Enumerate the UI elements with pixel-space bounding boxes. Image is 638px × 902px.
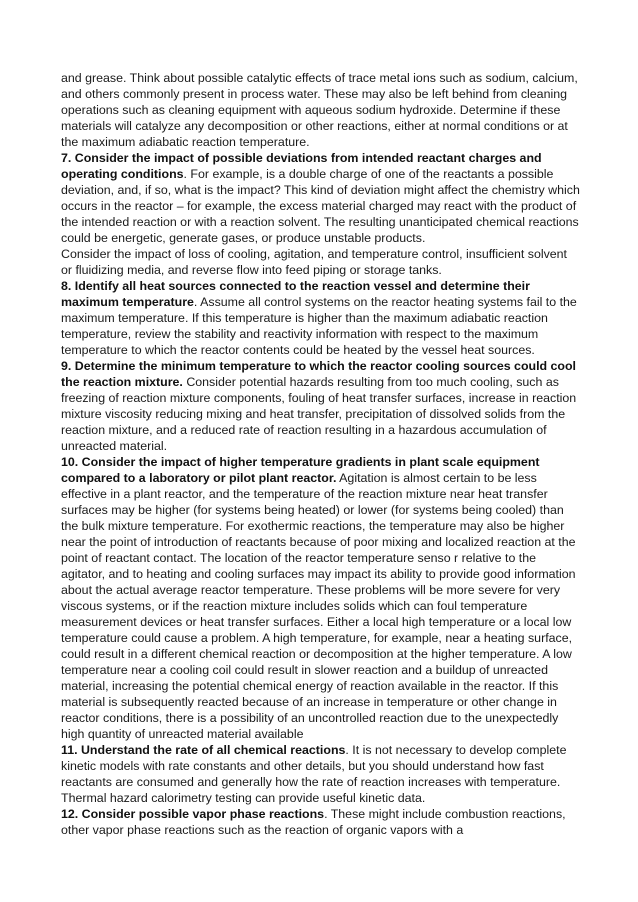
paragraph-heading: 10. Consider the impact of higher temperature gradients in plant scale equipment compared to a laboratory or pilot plant reactor. <box>61 455 540 485</box>
paragraph-item-11 <box>61 742 581 806</box>
document-body <box>61 70 581 838</box>
paragraph-heading: 11. Understand the rate of all chemical reactions <box>61 743 346 757</box>
paragraph-text: . For example, is a double charge of one of the reactants a possible deviation, and, if so, what is the impact? This kind of deviation might affect the chemistry which occurs in the reactor – for example, the excess material charged may react with the product of the intended reaction or with a reaction solvent. The resulting unanticipated chemical reactions could be energetic, generate gases, or produce unstable products. <box>61 167 580 245</box>
paragraph-text: and grease. Think about possible catalytic effects of trace metal ions such as sodium, calcium, and others commonly present in process water. These may also be left behind from cleaning operations such as cleaning equipment with aqueous sodium hydroxide. Determine if these materials will catalyze any decomposition or other reactions, either at normal conditions or at the maximum adiabatic reaction temperature. <box>61 71 578 149</box>
paragraph-text: Agitation is almost certain to be less effective in a plant reactor, and the temperature of the reaction mixture near heat transfer surfaces may be higher (for systems being heated) or lower (for systems being cooled) than the bulk mixture temperature. For exothermic reactions, the temperature may also be higher near the point of introduction of reactants because of poor mixing and localized reaction at the point of reactant contact. The location of the reactor temperature senso r relative to the agitator, and to heating and cooling surfaces may impact its ability to provide good information about the actual average reactor temperature. These problems will be more severe for very viscous systems, or if the reaction mixture includes solids which can foul temperature measurement devices or heat transfer surfaces. Either a local high temperature or a local low temperature could cause a problem. A high temperature, for example, near a heating surface, could result in a different chemical reaction or decomposition at the higher temperature. A low temperature near a cooling coil could result in slower reaction and a buildup of unreacted material, increasing the potential chemical energy of reaction available in the reactor. If this material is subsequently reacted because of an increase in temperature or other change in reactor conditions, there is a possibility of an uncontrolled reaction due to the unexpectedly high quantity of unreacted material available <box>61 471 576 741</box>
paragraph-item-12 <box>61 806 581 838</box>
paragraph-heading: 12. Consider possible vapor phase reactions <box>61 807 325 821</box>
paragraph-item-10 <box>61 454 581 742</box>
paragraph-heading: 7. Consider the impact of possible deviations from intended reactant charges and operating conditions <box>61 151 542 181</box>
paragraph-item-9 <box>61 358 581 454</box>
paragraph-heading: 9. Determine the minimum temperature to which the reactor cooling sources could cool the reaction mixture. <box>61 359 577 389</box>
paragraph-text: . It is not necessary to develop complete kinetic models with rate constants and other details, but you should understand how fast reactants are consumed and generally how the rate of reaction increases with temperature. Thermal hazard calorimetry testing can provide useful kinetic data. <box>61 743 567 805</box>
paragraph-item-8 <box>61 278 581 358</box>
paragraph-continuation <box>61 70 581 150</box>
paragraph-loss-of-control <box>61 246 581 278</box>
paragraph-text: . These might include combustion reactions, other vapor phase reactions such as the reaction of organic vapors with a <box>61 807 566 837</box>
paragraph-heading: 8. Identify all heat sources connected to the reaction vessel and determine their maximum temperature <box>61 279 530 309</box>
paragraph-text: . Assume all control systems on the reactor heating systems fail to the maximum temperature. If this temperature is higher than the maximum adiabatic reaction temperature, review the stability and reactivity information with respect to the maximum temperature to which the reactor contents could be heated by the vessel heat sources. <box>61 295 577 357</box>
paragraph-text: Consider the impact of loss of cooling, agitation, and temperature control, insufficient solvent or fluidizing media, and reverse flow into feed piping or storage tanks. <box>61 247 568 277</box>
paragraph-text: Consider potential hazards resulting from too much cooling, such as freezing of reaction mixture components, fouling of heat transfer surfaces, increase in reaction mixture viscosity reducing mixing and heat transfer, precipitation of dissolved solids from the reaction mixture, and a reduced rate of reaction resulting in a hazardous accumulation of unreacted material. <box>61 375 577 453</box>
paragraph-item-7 <box>61 150 581 246</box>
